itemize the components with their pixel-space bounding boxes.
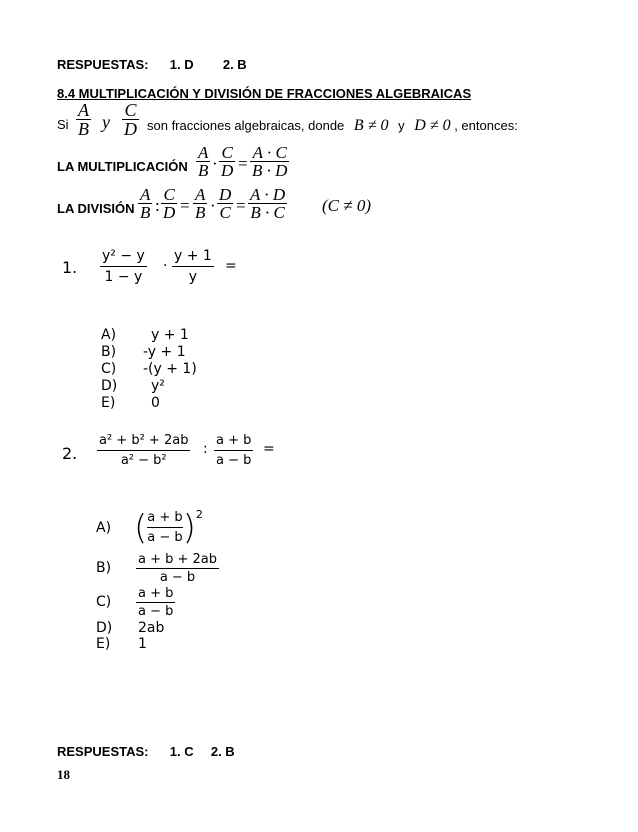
p1-frac-2 xyxy=(172,249,214,284)
p2-equals: = xyxy=(263,441,275,457)
mult-frac-3 xyxy=(250,144,289,179)
div-label: LA DIVISIÓN xyxy=(57,201,135,216)
option-letter: C) xyxy=(101,361,117,377)
p1-option-a xyxy=(101,327,189,344)
option-letter: B) xyxy=(101,344,117,360)
option-denominator: a − b xyxy=(138,604,174,619)
div-d3: B xyxy=(195,203,206,222)
def-d: D xyxy=(124,119,137,139)
answer-1: 1. C xyxy=(169,744,194,759)
div-frac-5 xyxy=(248,186,287,221)
p1-operator: · xyxy=(163,258,168,274)
p2-option-b-fraction xyxy=(136,553,219,584)
fraction-bar xyxy=(100,266,147,267)
option-numerator: a + b xyxy=(147,510,183,525)
fraction-bar xyxy=(147,527,182,528)
def-cond-b: B ≠ 0 xyxy=(353,117,389,134)
mult-frac-1 xyxy=(196,144,210,179)
p1-option-e xyxy=(101,395,160,412)
p2-option-a-expression xyxy=(134,507,203,548)
p1-option-d xyxy=(101,378,165,395)
def-c: C xyxy=(124,100,137,120)
div-d2: D xyxy=(163,203,176,222)
close-paren: ) xyxy=(182,507,196,548)
option-denominator: a − b xyxy=(159,570,196,585)
fraction-bar xyxy=(97,450,190,451)
p1-f2-denominator: y xyxy=(188,269,198,285)
p2-option-c-letter: C) xyxy=(96,594,112,610)
p1-frac-1 xyxy=(100,249,147,284)
div-n3: A xyxy=(195,185,206,204)
def-description: son fracciones algebraicas, donde xyxy=(147,118,345,133)
top-answers xyxy=(57,57,247,72)
p1-f1-denominator: 1 − y xyxy=(104,269,143,285)
div-colon: : xyxy=(155,196,160,215)
div-dot: · xyxy=(210,196,216,215)
option-numerator: a + b xyxy=(138,586,174,601)
p1-equals: = xyxy=(225,258,237,274)
p1-f1-numerator: y² − y xyxy=(102,248,145,264)
option-text: y² xyxy=(151,378,165,394)
def-a: A xyxy=(78,100,89,120)
div-d1: B xyxy=(140,203,151,222)
div-condition: (C ≠ 0) xyxy=(322,196,371,215)
option-exponent: 2 xyxy=(195,508,203,521)
div-equals-2: = xyxy=(236,196,246,215)
answers-label: RESPUESTAS: xyxy=(57,57,149,72)
answer-2: 2. B xyxy=(222,57,247,72)
div-n1: A xyxy=(140,185,151,204)
p2-f1-denominator: a² − b² xyxy=(120,453,167,468)
mult-frac-2 xyxy=(219,144,235,179)
div-d5: B · C xyxy=(250,203,285,222)
def-end: , entonces: xyxy=(454,118,518,133)
option-denominator: a − b xyxy=(147,530,183,545)
option-numerator: a + b + 2ab xyxy=(138,552,218,567)
div-frac-2 xyxy=(161,186,177,221)
div-frac-4 xyxy=(217,186,233,221)
section-title: 8.4 MULTIPLICACIÓN Y DIVISIÓN DE FRACCIONES ALGEBRAICAS xyxy=(57,86,472,101)
div-n4: D xyxy=(219,185,232,204)
p2-frac-1 xyxy=(97,434,190,467)
option-text: 1 xyxy=(138,636,147,652)
p2-option-a-fraction xyxy=(147,510,182,545)
p2-f2-denominator: a − b xyxy=(216,453,252,468)
div-d4: C xyxy=(219,203,231,222)
option-letter: E) xyxy=(101,395,116,411)
mult-n1: A xyxy=(198,143,209,162)
option-letter: A) xyxy=(101,327,117,343)
def-y: y xyxy=(102,112,110,132)
def-mid: y xyxy=(398,118,405,133)
p2-option-c-fraction xyxy=(136,587,175,618)
problem-1-number: 1. xyxy=(62,258,78,277)
p1-option-b xyxy=(101,344,186,361)
p2-operator: : xyxy=(203,441,208,457)
p1-option-c xyxy=(101,361,197,378)
fraction-bar xyxy=(136,602,175,603)
option-text: -y + 1 xyxy=(143,344,186,360)
p2-frac-2 xyxy=(214,434,253,467)
option-text: 2ab xyxy=(138,620,165,636)
p2-f1-numerator: a² + b² + 2ab xyxy=(99,433,189,448)
def-cond-d: D ≠ 0 xyxy=(414,117,451,134)
mult-n2: C xyxy=(221,143,233,162)
mult-dot: · xyxy=(212,154,218,173)
def-fraction-cd xyxy=(122,101,139,138)
mult-d2: D xyxy=(221,161,234,180)
bottom-answers xyxy=(57,744,235,759)
mult-n3: A · C xyxy=(252,143,287,162)
option-letter: E) xyxy=(96,636,111,652)
answer-1: 1. D xyxy=(169,57,194,72)
mult-label: LA MULTIPLICACIÓN xyxy=(57,159,188,174)
div-frac-1 xyxy=(138,186,152,221)
option-text: -(y + 1) xyxy=(143,361,197,377)
p2-f2-numerator: a + b xyxy=(216,433,252,448)
page-number: 18 xyxy=(57,767,70,782)
fraction-bar xyxy=(172,266,214,267)
div-equals-1: = xyxy=(180,196,190,215)
option-letter: D) xyxy=(101,378,118,394)
p2-option-a-letter: A) xyxy=(96,520,112,536)
def-fraction-ab xyxy=(76,101,91,138)
p1-f2-numerator: y + 1 xyxy=(174,248,212,264)
problem-2-number: 2. xyxy=(62,444,78,463)
answers-label: RESPUESTAS: xyxy=(57,744,149,759)
def-si: Si xyxy=(57,117,69,132)
div-n2: C xyxy=(163,185,175,204)
div-n5: A · D xyxy=(250,185,286,204)
mult-d1: B xyxy=(198,161,209,180)
fraction-bar xyxy=(136,568,219,569)
p2-option-d xyxy=(96,620,164,637)
mult-equals: = xyxy=(238,154,248,173)
option-text: y + 1 xyxy=(151,327,189,343)
mult-d3: B · D xyxy=(252,161,288,180)
open-paren: ( xyxy=(134,507,148,548)
def-text xyxy=(147,117,518,135)
p2-option-b-letter: B) xyxy=(96,560,112,576)
option-letter: D) xyxy=(96,620,113,636)
p2-option-e xyxy=(96,636,147,653)
def-b: B xyxy=(78,119,89,139)
option-text: 0 xyxy=(151,395,160,411)
fraction-bar xyxy=(214,450,253,451)
div-frac-3 xyxy=(193,186,207,221)
answer-2: 2. B xyxy=(210,744,235,759)
